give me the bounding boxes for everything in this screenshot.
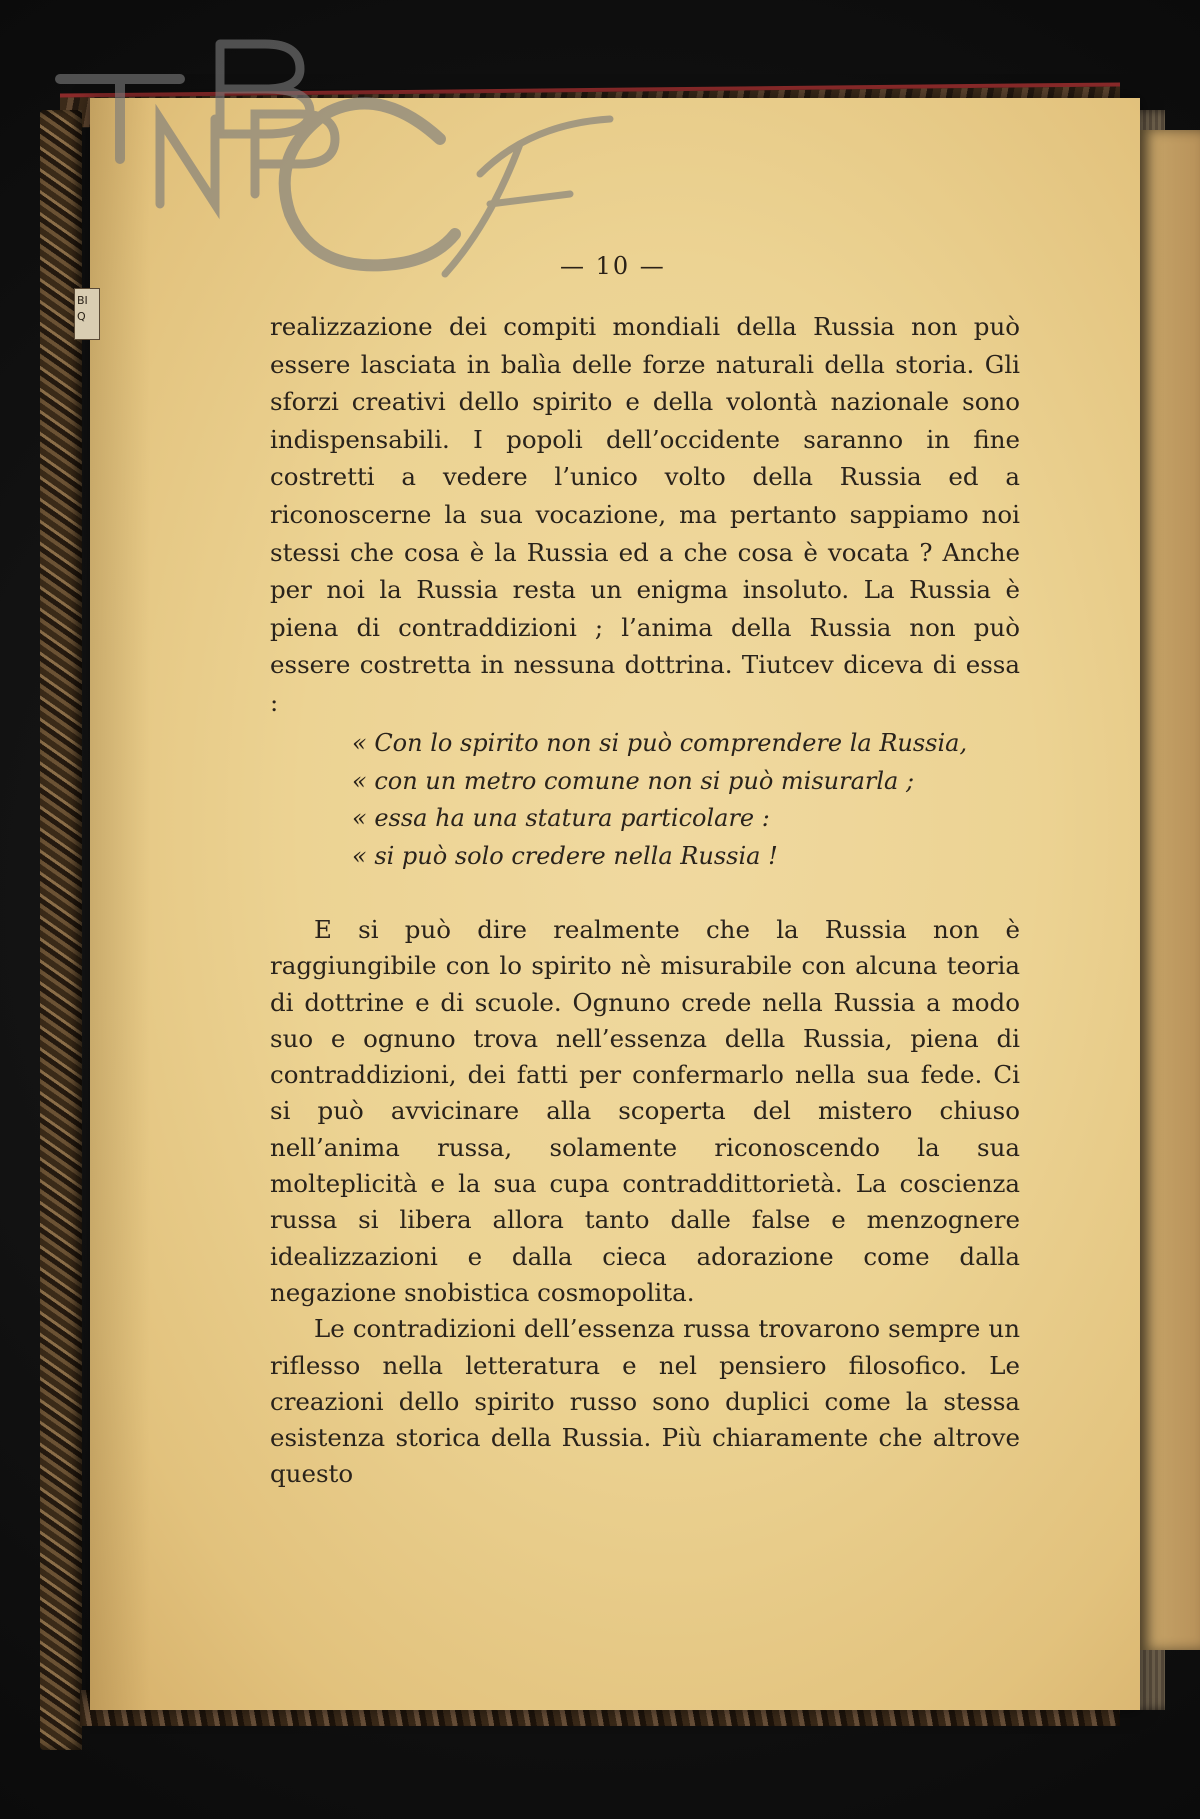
verse-line-1: « Con lo spirito non si può comprendere la Russia, xyxy=(352,729,968,757)
shelf-label-line-1: BI xyxy=(77,294,88,307)
body-paragraph-1 xyxy=(270,308,1020,722)
shelf-label-line-2: Q xyxy=(77,310,86,323)
body-paragraphs-2-3 xyxy=(270,912,1020,1493)
quoted-verse xyxy=(352,725,1052,875)
verse-line-3: « essa ha una statura particolare : xyxy=(352,804,770,832)
library-shelf-label xyxy=(74,288,100,340)
paragraph-1-text: realizzazione dei compiti mondiali della Russia non può essere lasciata in balìa delle forze naturali della storia. Gli sforzi creativi dello spirito e della volontà nazionale sono indispensabili. I popoli dell’occidente saranno in fine costretti a vedere l’unico volto della Russia ed a riconoscerne la sua vocazione, ma pertanto sappiamo noi stessi che cosa è la Russia ed a che cosa è vocata ? Anche per noi la Russia resta un enigma insoluto. La Russia è piena di contraddizioni ; l’anima della Russia non può essere costretta in nessuna dottrina. Tiutcev diceva di essa : xyxy=(270,312,1020,717)
book-binding-left xyxy=(40,110,82,1750)
paragraph-2-text: E si può dire realmente che la Russia non è raggiungibile con lo spirito nè misurabile con alcuna teoria di dottrine e di scuole. Ognuno crede nella Russia a modo suo e ognuno trova nell’essenza della Russia, piena di contraddizioni, dei fatti per confermarlo nella sua fede. Ci si può avvicinare alla scoperta del mistero chiuso nell’anima russa, solamente riconoscendo la sua molteplicità e la sua cupa contraddittorietà. La coscienza russa si libera allora tanto dalle false e menzognere idealizzazioni e dalla cieca adorazione come dalla negazione snobistica cosmopolita. xyxy=(270,915,1020,1307)
page-number: — 10 — xyxy=(560,252,666,280)
verse-line-4: « si può solo credere nella Russia ! xyxy=(352,841,778,870)
bncf-watermark-logo xyxy=(50,24,730,284)
paragraph-3-text: Le contradizioni dell’essenza russa trovarono sempre un riflesso nella letteratura e nel pensiero filosofico. Le creazioni dello spirito russo sono duplici come la stessa esistenza storica della Russia. Più chiaramente che altrove questo xyxy=(270,1314,1020,1489)
adjacent-page-edge xyxy=(1140,130,1200,1650)
verse-line-2: « con un metro comune non si può misurarla ; xyxy=(352,766,915,795)
